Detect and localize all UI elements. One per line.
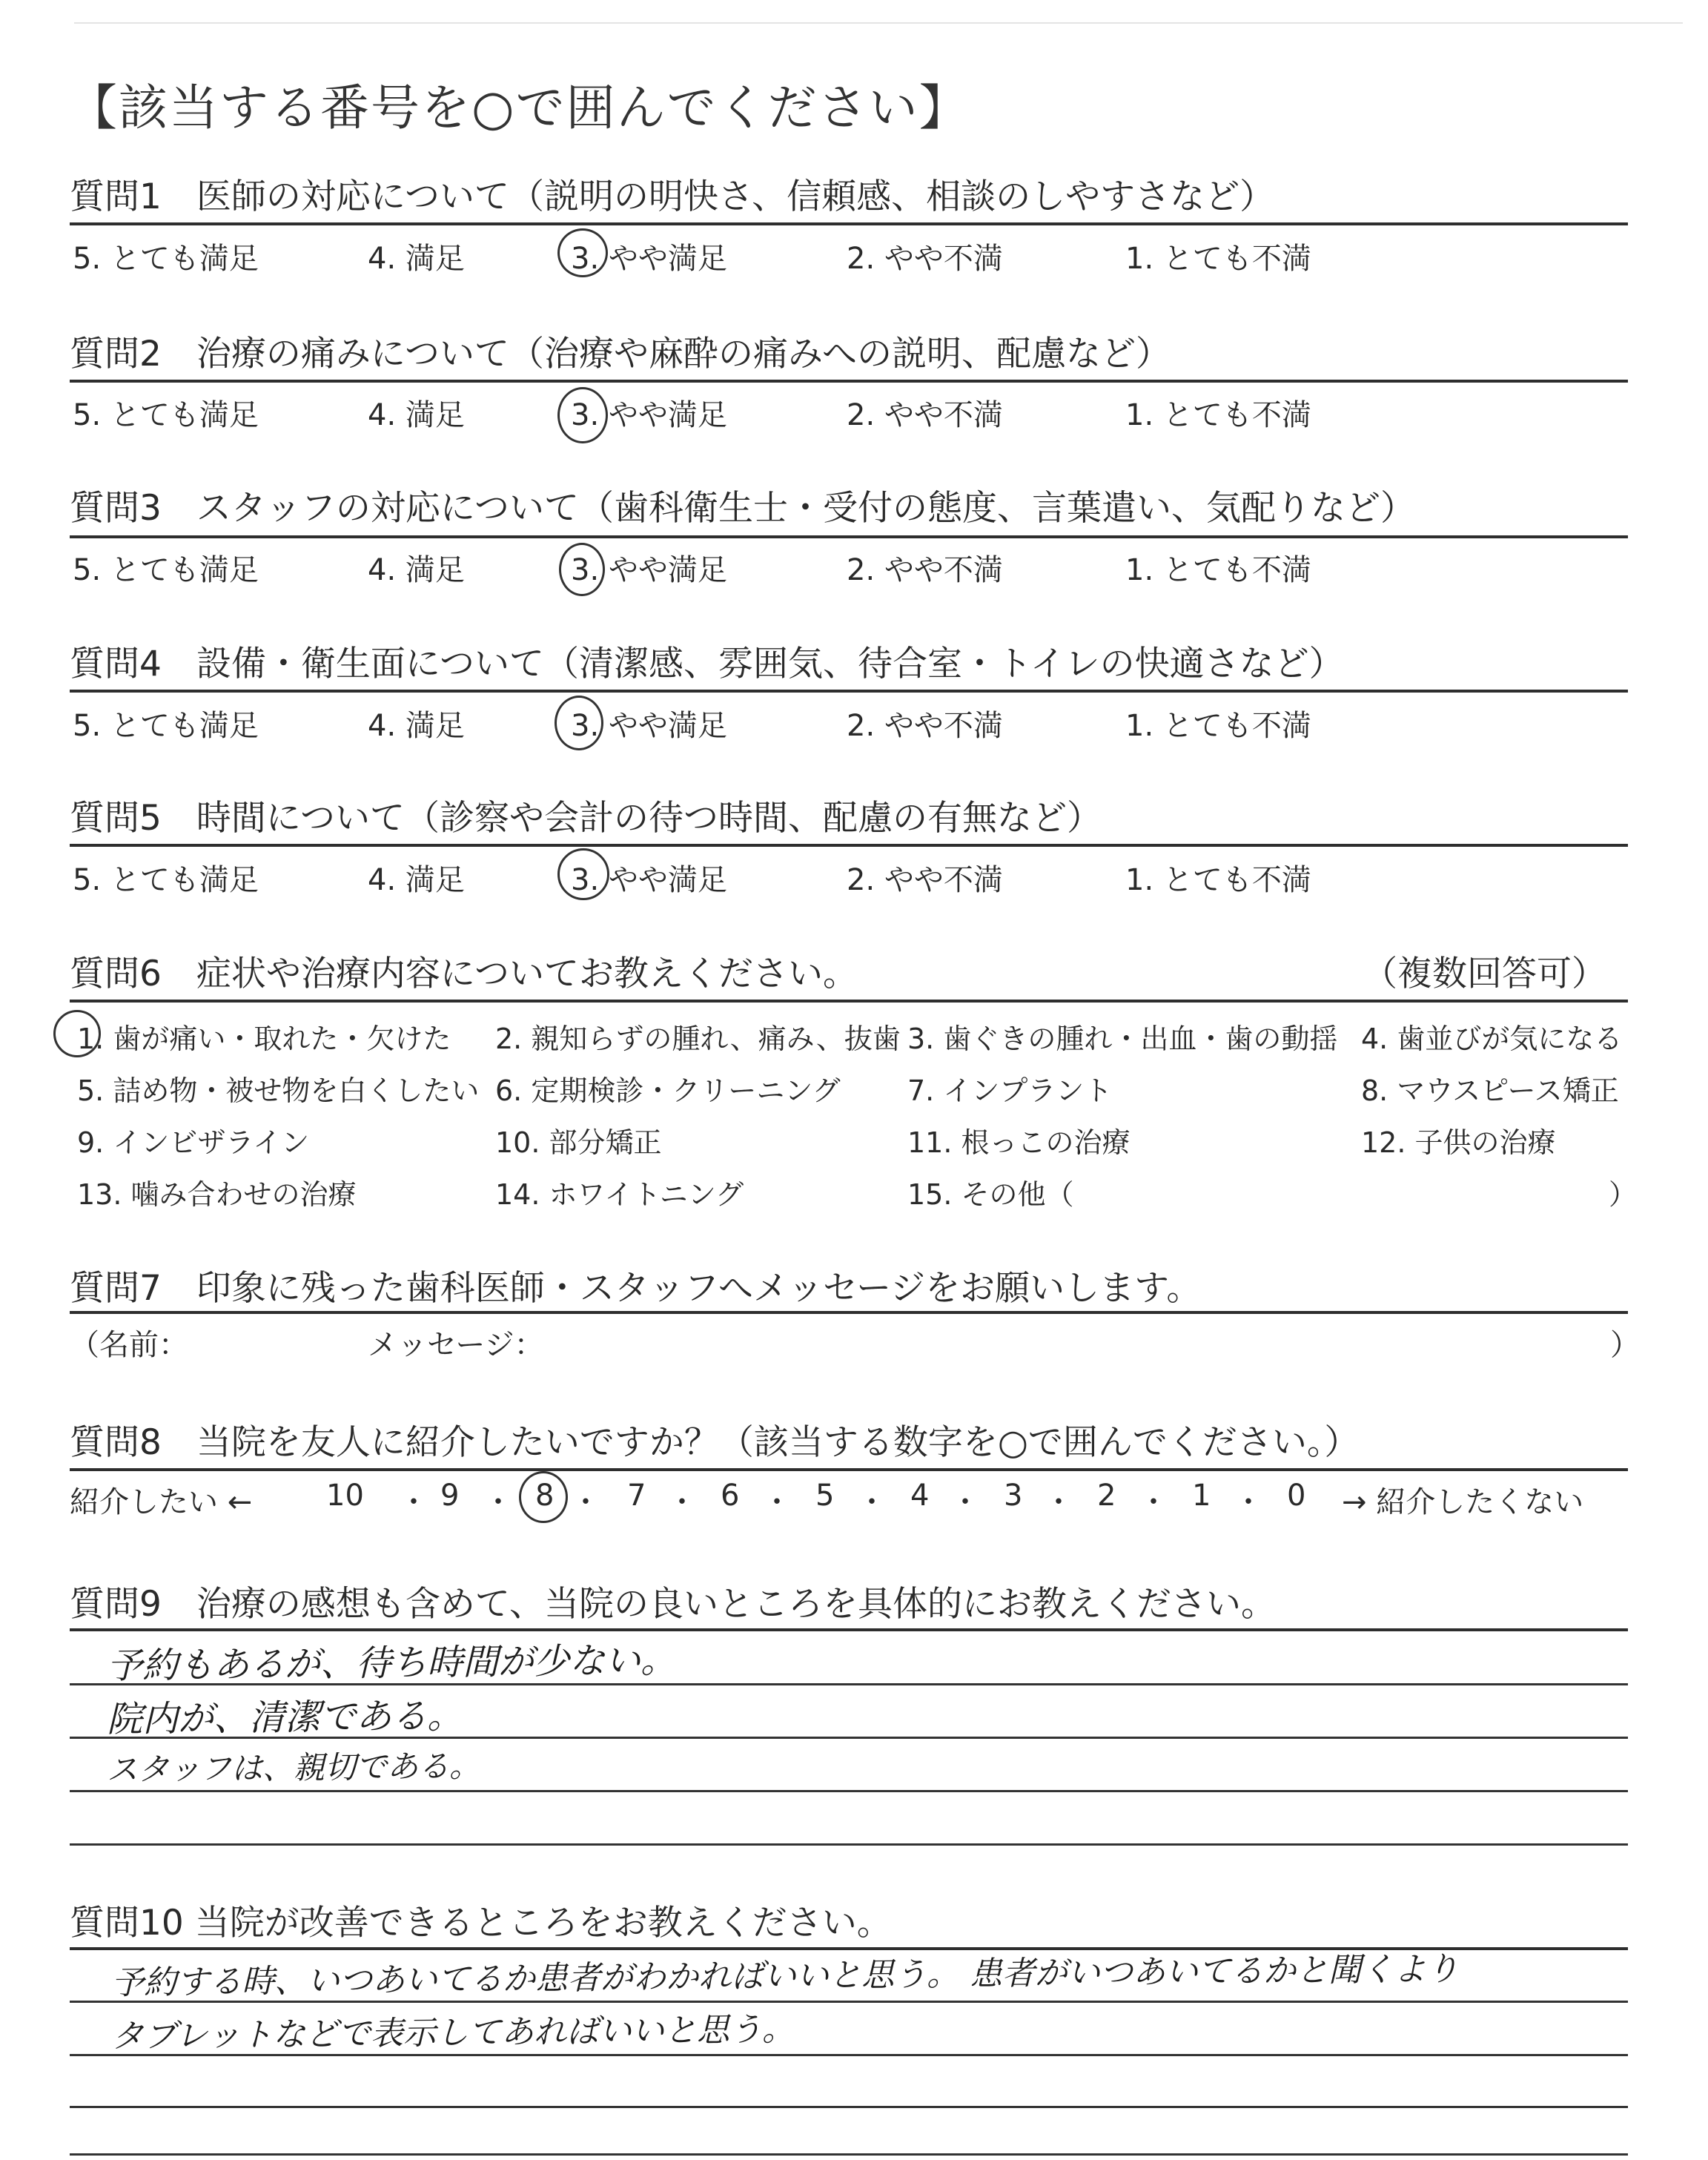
q8-scale-8[interactable]: 8: [535, 1479, 555, 1513]
q4-option-4[interactable]: 4. 満足: [368, 709, 465, 743]
q8-scale-2[interactable]: 2: [1097, 1479, 1116, 1513]
question-4-rule: [70, 690, 1628, 693]
question-6-note: （複数回答可）: [1363, 954, 1606, 994]
q1-option-2[interactable]: 2. やや不満: [847, 242, 1003, 276]
q6-option-12[interactable]: 12. 子供の治療: [1361, 1126, 1556, 1159]
q2-option-4[interactable]: 4. 満足: [368, 398, 465, 432]
q8-separator: ・: [667, 1485, 697, 1519]
q9-answer-line-2: 院内が、清潔である。: [106, 1694, 463, 1740]
q4-option-1[interactable]: 1. とても不満: [1125, 709, 1311, 743]
question-7-rule: [70, 1311, 1628, 1314]
q9-answer-line-3: スタッフは、親切である。: [106, 1747, 481, 1788]
q5-option-3[interactable]: 3. やや満足: [571, 863, 727, 897]
q10-answer-line-2: タブレットなどで表示してあればいいと思う。: [110, 2010, 795, 2055]
q3-option-5[interactable]: 5. とても満足: [73, 553, 259, 587]
question-8-rule: [70, 1468, 1628, 1471]
q4-option-2[interactable]: 2. やや不満: [847, 709, 1003, 743]
q6-option-8[interactable]: 8. マウスピース矯正: [1361, 1074, 1619, 1107]
question-1-rule: [70, 222, 1628, 225]
question-2-rule: [70, 380, 1628, 383]
q8-scale-1[interactable]: 1: [1192, 1479, 1211, 1513]
q9-write-line: [70, 1683, 1628, 1685]
q8-scale-9[interactable]: 9: [440, 1479, 460, 1513]
q9-answer-line-1: 予約もあるが、待ち時間が少ない。: [106, 1639, 677, 1687]
q9-write-line: [70, 1737, 1628, 1739]
q6-option-9[interactable]: 9. インビザライン: [77, 1126, 310, 1159]
question-5-title: 質問5 時間について（診察や会計の待つ時間、配慮の有無など）: [70, 798, 1102, 839]
question-1-title: 質問1 医師の対応について（説明の明快さ、信頼感、相談のしやすさなど）: [70, 176, 1275, 217]
q2-option-1[interactable]: 1. とても不満: [1125, 398, 1311, 432]
q6-option-2[interactable]: 2. 親知らずの腫れ、痛み、抜歯: [495, 1023, 901, 1055]
question-10-title: 質問10 当院が改善できるところをお教えください。: [70, 1903, 892, 1943]
question-2-title: 質問2 治療の痛みについて（治療や麻酔の痛みへの説明、配慮など）: [70, 334, 1171, 374]
q8-right-label: → 紹介したくない: [1342, 1485, 1584, 1519]
q4-option-5[interactable]: 5. とても満足: [73, 709, 259, 743]
q6-option-10[interactable]: 10. 部分矯正: [495, 1126, 662, 1159]
q2-option-3[interactable]: 3. やや満足: [571, 398, 727, 432]
q10-write-line: [70, 2106, 1628, 2108]
q8-separator: ・: [1139, 1485, 1168, 1519]
question-4-title: 質問4 設備・衛生面について（清潔感、雰囲気、待合室・トイレの快適さなど）: [70, 644, 1344, 684]
q8-separator: ・: [483, 1485, 513, 1519]
q5-option-4[interactable]: 4. 満足: [368, 863, 465, 897]
question-5-rule: [70, 844, 1628, 847]
form-heading: 【該当する番号を○で囲んでください】: [68, 79, 970, 136]
q8-scale-7[interactable]: 7: [627, 1479, 646, 1513]
q8-scale-4[interactable]: 4: [910, 1479, 930, 1513]
q8-separator: ・: [762, 1485, 792, 1519]
q6-option-3[interactable]: 3. 歯ぐきの腫れ・出血・歯の動揺: [907, 1023, 1338, 1055]
q6-option-15[interactable]: 15. その他（: [907, 1178, 1074, 1211]
q8-scale-6[interactable]: 6: [721, 1479, 740, 1513]
q8-separator: ・: [950, 1485, 980, 1519]
q4-selected-circle: [555, 696, 603, 750]
question-6-title: 質問6 症状や治療内容についてお教えください。: [70, 954, 858, 994]
q1-option-3[interactable]: 3. やや満足: [571, 242, 727, 276]
q5-selected-circle: [557, 848, 609, 900]
q6-option-7[interactable]: 7. インプラント: [907, 1074, 1113, 1107]
q6-option-15-close: ）: [1609, 1178, 1638, 1211]
q3-option-4[interactable]: 4. 満足: [368, 553, 465, 587]
q8-scale-0[interactable]: 0: [1287, 1479, 1306, 1513]
q7-message-label: メッセージ：: [368, 1328, 544, 1362]
q6-option-14[interactable]: 14. ホワイトニング: [495, 1178, 744, 1211]
q9-write-line: [70, 1843, 1628, 1846]
q6-option-1[interactable]: 1. 歯が痛い・取れた・欠けた: [77, 1023, 451, 1055]
q7-close-paren: ）: [1610, 1328, 1640, 1362]
q8-scale-5[interactable]: 5: [815, 1479, 835, 1513]
q8-separator: ・: [1044, 1485, 1073, 1519]
question-9-title: 質問9 治療の感想も含めて、当院の良いところを具体的にお教えください。: [70, 1584, 1276, 1625]
q6-option-11[interactable]: 11. 根っこの治療: [907, 1126, 1131, 1159]
q8-selected-circle: [519, 1471, 568, 1523]
q8-separator: ・: [1234, 1485, 1263, 1519]
q1-option-1[interactable]: 1. とても不満: [1125, 242, 1311, 276]
q7-name-label: （名前：: [70, 1328, 188, 1362]
q8-separator: ・: [857, 1485, 887, 1519]
question-8-title: 質問8 当院を友人に紹介したいですか？（該当する数字を○で囲んでください。）: [70, 1422, 1360, 1463]
q8-separator: ・: [571, 1485, 600, 1519]
q1-selected-circle: [557, 228, 608, 277]
q3-selected-circle: [559, 543, 605, 596]
q6-option-13[interactable]: 13. 噛み合わせの治療: [77, 1178, 357, 1211]
question-3-title: 質問3 スタッフの対応について（歯科衛生士・受付の態度、言葉遣い、気配りなど）: [70, 488, 1415, 529]
q2-option-2[interactable]: 2. やや不満: [847, 398, 1003, 432]
q8-scale-10[interactable]: 10: [326, 1479, 364, 1513]
q3-option-3[interactable]: 3. やや満足: [571, 553, 727, 587]
q9-write-line: [70, 1790, 1628, 1792]
question-3-rule: [70, 535, 1628, 538]
q4-option-3[interactable]: 3. やや満足: [571, 709, 727, 743]
q3-option-2[interactable]: 2. やや不満: [847, 553, 1003, 587]
q1-option-5[interactable]: 5. とても満足: [73, 242, 259, 276]
q10-write-line: [70, 2001, 1628, 2003]
q8-separator: ・: [399, 1485, 428, 1519]
question-7-title: 質問7 印象に残った歯科医師・スタッフへメッセージをお願いします。: [70, 1268, 1202, 1309]
q6-option-6[interactable]: 6. 定期検診・クリーニング: [495, 1074, 841, 1107]
q10-write-line: [70, 2153, 1628, 2156]
q1-option-4[interactable]: 4. 満足: [368, 242, 465, 276]
q6-option-4[interactable]: 4. 歯並びが気になる: [1361, 1023, 1623, 1055]
q2-selected-circle: [557, 387, 608, 443]
q2-option-5[interactable]: 5. とても満足: [73, 398, 259, 432]
question-6-rule: [70, 1000, 1628, 1003]
q8-left-label: 紹介したい ←: [70, 1485, 253, 1519]
question-9-rule: [70, 1628, 1628, 1631]
q5-option-2[interactable]: 2. やや不満: [847, 863, 1003, 897]
q3-option-1[interactable]: 1. とても不満: [1125, 553, 1311, 587]
q5-option-1[interactable]: 1. とても不満: [1125, 863, 1311, 897]
q6-option-5[interactable]: 5. 詰め物・被せ物を白くしたい: [77, 1074, 480, 1107]
q8-scale-3[interactable]: 3: [1004, 1479, 1023, 1513]
q10-write-line: [70, 2054, 1628, 2056]
q5-option-5[interactable]: 5. とても満足: [73, 863, 259, 897]
q10-answer-line-1: 予約する時、いつあいてるか患者がわかればいいと思う。 患者がいつあいてるかと聞くより: [110, 1949, 1460, 2002]
q6-selected-circle: [53, 1010, 101, 1057]
top-divider: [74, 22, 1683, 24]
